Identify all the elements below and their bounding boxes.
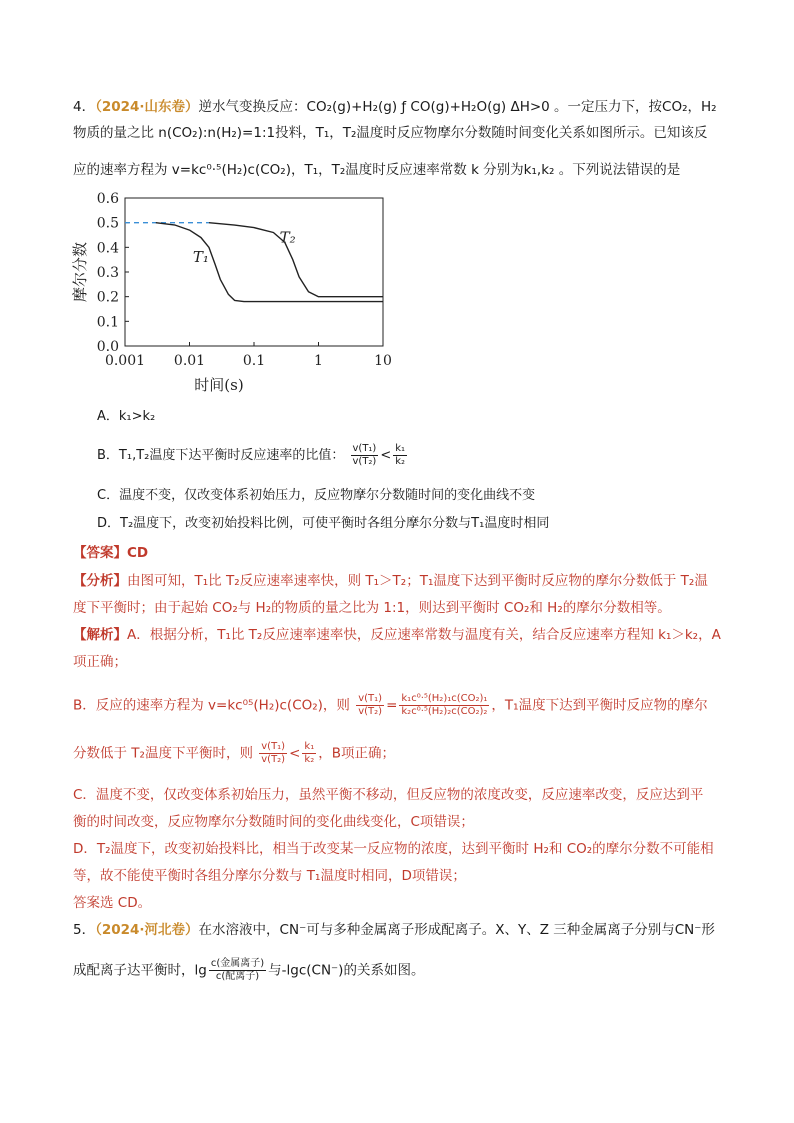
analysis-label: 【分析】 [73, 573, 127, 589]
frac-denominator: v(T₂) [261, 754, 286, 765]
analysis-line-1 [73, 571, 733, 591]
solution-a-text-1: A．根据分析，T₁比 T₂反应速率速率快，反应速率常数与温度有关，结合反应速率方程知 k₁＞k₂，A [127, 627, 721, 643]
solution-c-line-2: 衡的时间改变，反应物摩尔分数随时间的变化曲线变化，C项错误； [73, 814, 474, 830]
analysis-text-1: 由图可知，T₁比 T₂反应速率速率快，则 T₁＞T₂；T₁温度下达到平衡时反应物的摩尔分数低于 T₂温 [127, 573, 708, 589]
frac-denominator: c(配离子) [215, 971, 260, 982]
analysis-line-2 [73, 598, 733, 618]
series-label-t1: T₁ [192, 248, 209, 267]
solution-b-text-1: B．反应的速率方程为 v=kc⁰⁵(H₂)c(CO₂)，则 [73, 697, 350, 714]
choice-d: D．T₂温度下，改变初始投料比例，可使平衡时各组分摩尔分数与T₁温度时相同 [97, 516, 550, 531]
solution-a-line-1 [73, 625, 733, 645]
solution-b-line-2 [73, 741, 733, 766]
x-tick-label: 10 [374, 353, 392, 369]
q5-stem-1: 在水溶液中，CN⁻可与多种金属离子形成配离子。X、Y、Z 三种金属离子分别与CN⁻形 [198, 922, 715, 938]
x-tick-label: 1 [314, 353, 323, 369]
y-tick-label: 0.1 [96, 314, 119, 331]
solution-final: 答案选 CD。 [73, 895, 152, 911]
q5-stem-2-post: 与-lgc(CN⁻)的关系如图。 [268, 962, 425, 979]
solution-b-k-expression-fraction [399, 693, 489, 718]
q5-source: （2024·河北卷） [95, 922, 199, 938]
solution-b-equals: = [386, 697, 398, 714]
q4-stem-3: 应的速率方程为 v=kc⁰·⁵(H₂)c(CO₂)，T₁，T₂温度时反应速率常数 k 分别为k₁,k₂ 。下列说法错误的是 [73, 162, 681, 178]
frac-numerator: v(T₁) [261, 741, 286, 752]
y-axis-label: 摩尔分数 [71, 241, 89, 303]
q4-number: 4． [73, 99, 96, 115]
q5-number: 5． [73, 922, 96, 938]
solution-b-text-1-post: ，T₁温度下达到平衡时反应物的摩尔 [491, 697, 708, 714]
solution-b-k-fraction [302, 741, 316, 766]
frac-denominator: k₂ [395, 456, 406, 467]
choice-a: A．k₁>k₂ [97, 409, 156, 424]
series-label-t2: T₂ [279, 228, 296, 247]
series-line-2 [209, 223, 383, 297]
answer-label: 【答案】 [73, 545, 127, 561]
x-tick-label: 0.001 [104, 353, 146, 369]
solution-b-line-1 [73, 693, 733, 718]
q4-line-2 [73, 123, 733, 143]
solution-a-text-2: 项正确； [73, 654, 127, 670]
solution-b-text-2: 分数低于 T₂温度下平衡时，则 [73, 745, 253, 762]
analysis-text-2: 度下平衡时；由于起始 CO₂与 H₂的物质的量之比为 1:1，则达到平衡时 CO₂和 H₂的摩尔分数相等。 [73, 600, 671, 616]
y-tick-label: 0.2 [96, 289, 119, 306]
x-tick-label: 0.01 [173, 353, 206, 369]
answer-value: CD [127, 545, 149, 561]
frac-denominator: k₂c⁰·⁵(H₂)₂c(CO₂)₂ [401, 706, 488, 717]
frac-numerator: k₁ [395, 443, 406, 454]
q5-stem-2: 成配离子达平衡时，lg [73, 962, 207, 979]
solution-b-text-2-post: ，B项正确； [318, 745, 395, 762]
plot-frame [125, 198, 383, 346]
mole-fraction-chart [70, 185, 400, 400]
solution-b-rate-fraction [356, 693, 384, 718]
y-tick-label: 0.5 [96, 215, 119, 232]
q4-stem-2: 物质的量之比 n(CO₂):n(H₂)=1:1投料，T₁，T₂温度时反应物摩尔分数随时间变化关系如图所示。已知该反 [73, 125, 708, 141]
choice-b [97, 443, 409, 468]
frac-numerator: k₁ [304, 741, 315, 752]
q5-fraction [209, 958, 266, 983]
solution-b-rate-fraction-2 [259, 741, 287, 766]
choice-b-text: B．T₁,T₂温度下达平衡时反应速率的比值： [97, 448, 345, 463]
frac-numerator: k₁c⁰·⁵(H₂)₁c(CO₂)₁ [401, 693, 488, 704]
y-tick-label: 0.3 [96, 265, 119, 281]
solution-c-line-1: C．温度不变，仅改变体系初始压力，虽然平衡不移动，但反应物的浓度改变，反应速率改变，反应达到平 [73, 787, 704, 803]
series-line-1 [156, 223, 383, 302]
x-axis-label: 时间(s) [194, 376, 244, 394]
solution-a-line-2 [73, 652, 733, 672]
frac-denominator: v(T₂) [358, 706, 383, 717]
frac-denominator: v(T₂) [352, 456, 377, 467]
choice-b-less-than: < [380, 448, 392, 463]
q5-line-1 [73, 920, 733, 940]
choice-b-k-fraction [393, 443, 407, 468]
q4-line-1 [73, 97, 733, 117]
solution-d-line-2: 等，故不能使平衡时各组分摩尔分数与 T₁温度时相同，D项错误； [73, 868, 466, 884]
x-tick-label: 0.1 [242, 353, 266, 369]
choice-c: C．温度不变，仅改变体系初始压力，反应物摩尔分数随时间的变化曲线不变 [97, 488, 536, 503]
y-tick-label: 0.4 [96, 240, 119, 257]
frac-numerator: v(T₁) [352, 443, 377, 454]
frac-denominator: k₂ [304, 754, 315, 765]
solution-d-line-1: D．T₂温度下，改变初始投料比，相当于改变某一反应物的浓度，达到平衡时 H₂和 CO₂的摩尔分数不可能相 [73, 841, 714, 857]
q4-source: （2024·山东卷） [95, 99, 199, 115]
frac-numerator: v(T₁) [358, 693, 383, 704]
frac-numerator: c(金属离子) [210, 958, 265, 969]
choice-b-rate-fraction [351, 443, 379, 468]
solution-label: 【解析】 [73, 627, 127, 643]
solution-b-less-than: < [289, 745, 301, 762]
q5-line-2 [73, 958, 733, 983]
q4-line-3 [73, 160, 733, 180]
answer-line [73, 543, 733, 563]
y-tick-label: 0.0 [96, 339, 119, 355]
y-tick-label: 0.6 [96, 191, 119, 207]
q4-stem-1: 逆水气变换反应：CO₂(g)+H₂(g) ƒ CO(g)+H₂O(g) ΔH>0 。一定压力下，按CO₂，H₂ [198, 99, 717, 115]
